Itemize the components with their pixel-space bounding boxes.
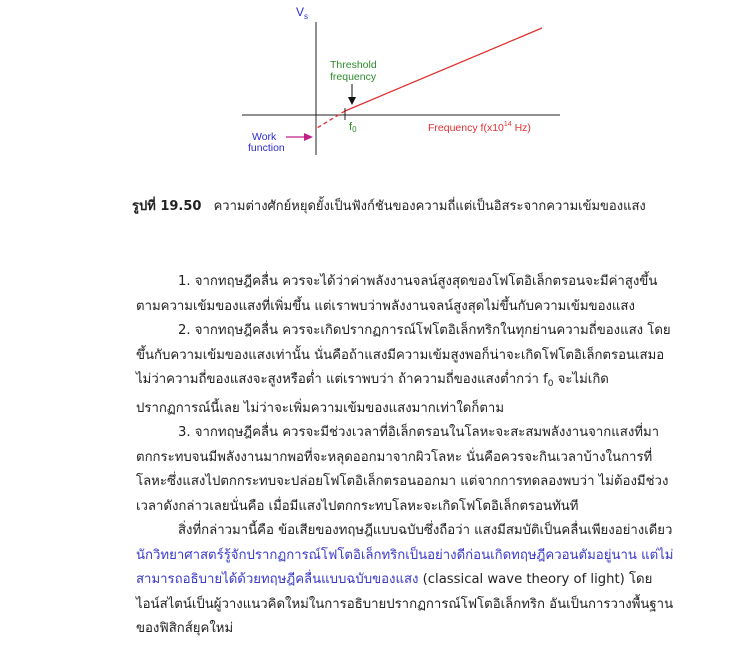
paragraph-4 — [136, 519, 676, 642]
threshold-label-line1: Threshold — [330, 59, 377, 71]
paragraph-4-highlight: นักวิทยาศาสตร์รู้จักปรากฏการณ์โฟโตอิเล็กทริกเป็นอย่างดีก่อนเกิดทฤษฎีควอนตัมอยู่นาน แต่ไม่สามารถอธิบายได้ด้วยทฤษฎีคลื่นแบบฉบับของแสง — [136, 547, 674, 587]
work-function-label-line2: function — [248, 142, 285, 154]
y-axis-label-sub: s — [304, 12, 309, 21]
x-axis-label-sup: 14 — [503, 121, 512, 128]
paragraph-2 — [136, 319, 676, 421]
caption-number: รูปที่ 19.50 — [132, 199, 202, 214]
x-axis-label-post: Hz) — [511, 122, 531, 134]
y-axis-label: $V_s$ — [296, 5, 309, 21]
threshold-label-line2: frequency — [330, 71, 377, 83]
figure-caption — [132, 195, 646, 216]
body-text — [136, 270, 676, 642]
stopping-potential-graph — [0, 0, 750, 190]
paragraph-4-part-a: สิ่งที่กล่าวมานี้คือ ข้อเสียของทฤษฎีแบบฉบับซึ่งถือว่า แสงมีสมบัติเป็นคลื่นเพียงอย่างเดียว — [178, 523, 673, 538]
paragraph-2-part-a: 2. จากทฤษฎีคลื่น ควรจะเกิดปรากฏการณ์โฟโตอิเล็กทริกในทุกย่านความถี่ของแสง โดยขึ้นกับความเข้มของแสงเท่านั้น นั่นคือถ้าแสงมีความเข้มสูงพอก็น่าจะเกิดโฟโตอิเล็กตรอนเสมอไม่ว่าความถี่ของแสงจะสูงหรือต่ำ แต่เราพบว่า ถ้าความถี่ของแสงต่ำกว่า f — [136, 323, 671, 387]
f0-label-sub: 0 — [352, 125, 357, 134]
paragraph-4-part-b: (classical wave theory of light) โดยไอน์สไตน์เป็นผู้วางแนวคิดใหม่ในการอธิบายปรากฏการณ์โฟโตอิเล็กทริก อันเป็นการวางพื้นฐานของฟิสิกส์ยุคใหม่ — [136, 572, 674, 636]
caption-text: ความต่างศักย์หยุดยั้งเป็นฟังก์ชันของความถี่แต่เป็นอิสระจากความเข้มของแสง — [213, 199, 646, 214]
threshold-arrow-head — [348, 97, 356, 105]
work-function-label-line1: Work — [252, 131, 277, 143]
paragraph-2-part-b: จะไม่เกิดปรากฏการณ์นี้เลย ไม่ว่าจะเพิ่มความเข้มของแสงมากเท่าใดก็ตาม — [136, 372, 609, 416]
x-axis-label: Frequency $f(x10^{14}$ Hz) — [428, 121, 531, 134]
work-function-arrow-head — [304, 133, 313, 141]
f0-label: f0 — [349, 121, 357, 134]
paragraph-1: 1. จากทฤษฎีคลื่น ควรจะได้ว่าค่าพลังงานจลน์สูงสุดของโฟโตอิเล็กตรอนจะมีค่าสูงขึ้นตามความเข้มของแสงที่เพิ่มขึ้น แต่เราพบว่าพลังงานจลน์สูงสุดไม่ขึ้นกับความเข้มของแสง — [136, 274, 658, 314]
paragraph-3: 3. จากทฤษฎีคลื่น ควรจะมีช่วงเวลาที่อิเล็กตรอนในโลหะจะสะสมพลังงานจากแสงที่มาตกกระทบจนมีพลังงานมากพอที่จะหลุดออกมาจากผิวโลหะ นั่นคือควรจะกินเวลาบ้างในการที่โลหะซึ่งแสงไปตกกระทบจะปล่อยโฟโตอิเล็กตรอนออกมา แต่จากการทดลองพบว่า ไม่ต้องมีช่วงเวลาดังกล่าวเลยนั่นคือ เมื่อมีแสงไปตกกระทบโลหะจะเกิดโฟโตอิเล็กตรอนทันที — [136, 425, 669, 514]
paragraph-2-sub: 0 — [547, 379, 554, 389]
dashed-extrapolation — [317, 111, 345, 128]
